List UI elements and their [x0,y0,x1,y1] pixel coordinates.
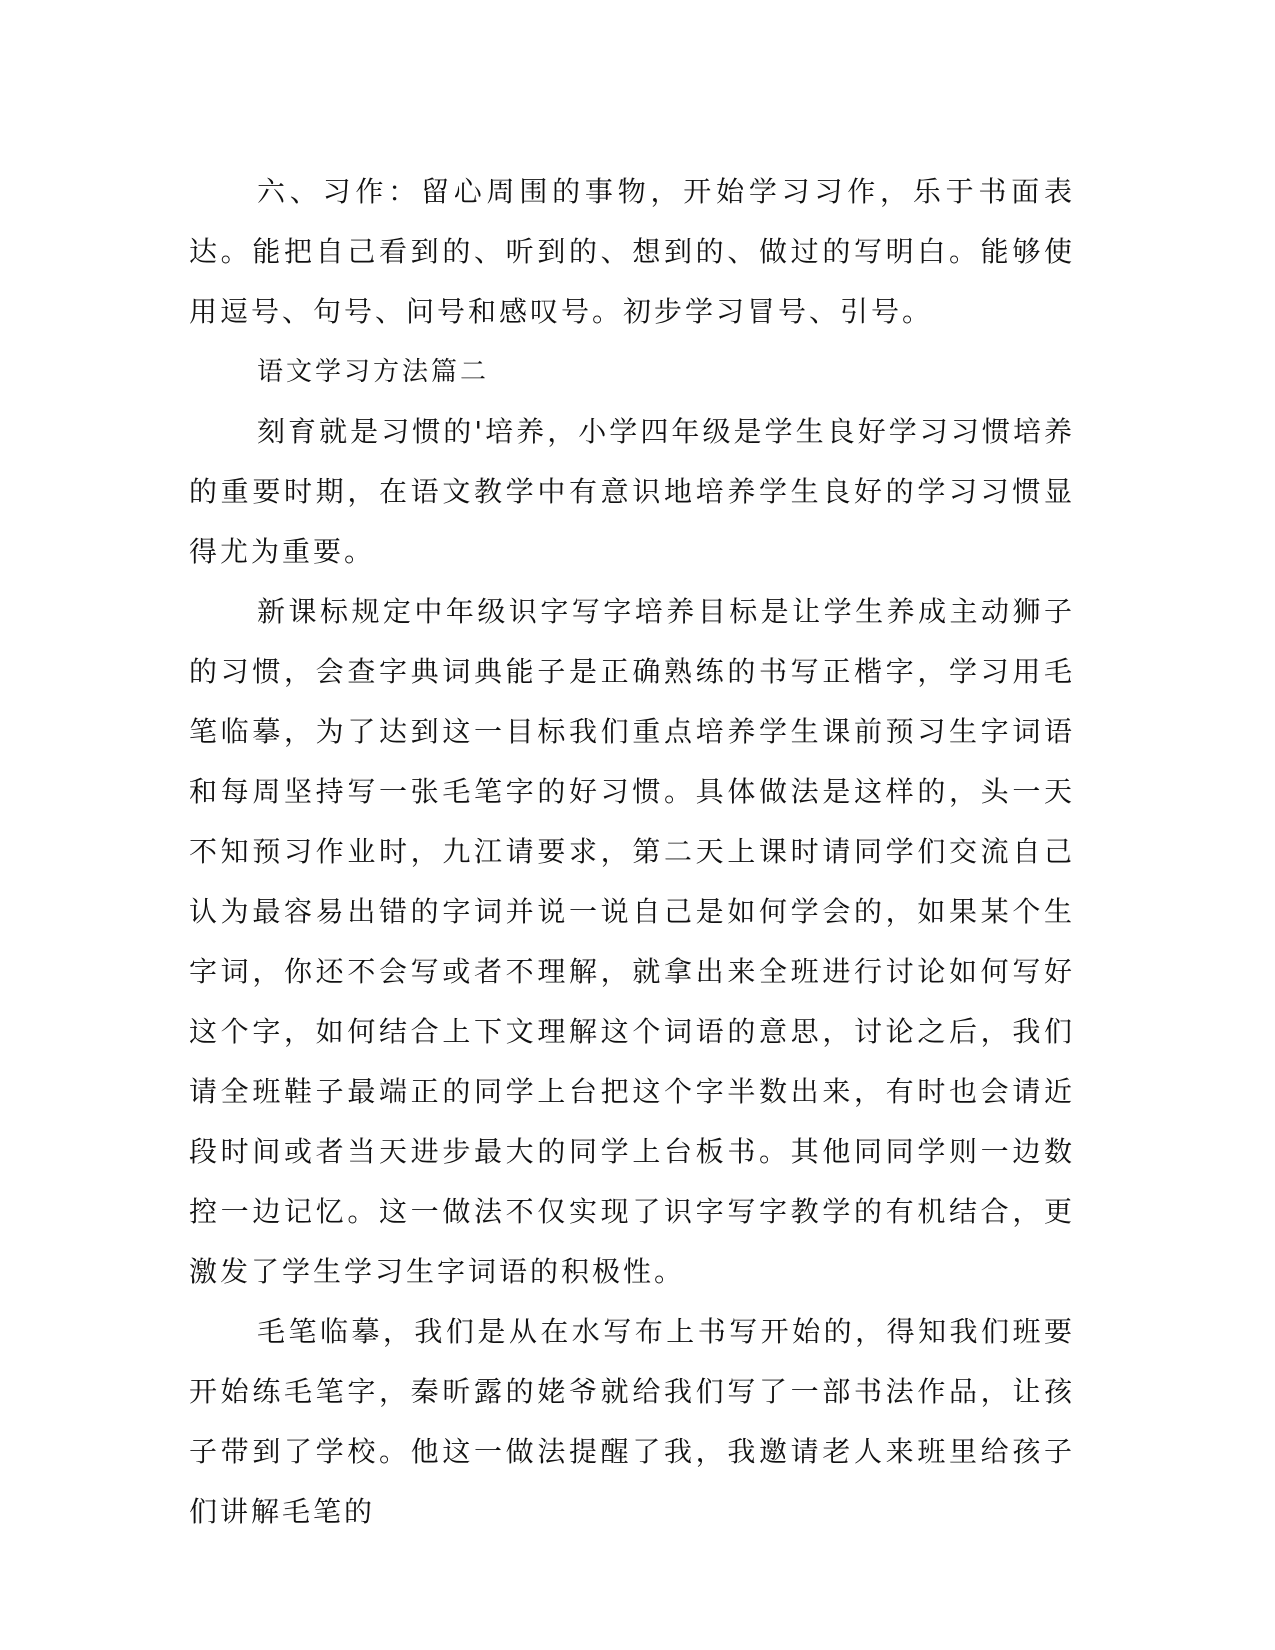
paragraph-calligraphy: 毛笔临摹，我们是从在水写布上书写开始的，得知我们班要开始练毛笔字，秦昕露的姥爷就给我们写了一部书法作品，让孩子带到了学校。他这一做法提醒了我，我邀请老人来班里给孩子们讲解毛笔的 [189,1315,1075,1528]
paragraph-writing-goals: 六、习作：留心周围的事物，开始学习习作，乐于书面表达。能把自己看到的、听到的、想到的、做过的写明白。能够使用逗号、句号、问号和感叹号。初步学习冒号、引号。 [189,175,1075,328]
paragraph-habits-intro: 刻育就是习惯的'培养，小学四年级是学生良好学习习惯培养的重要时期，在语文教学中有意识地培养学生良好的学习习惯显得尤为重要。 [189,415,1075,568]
section-heading: 语文学习方法篇二 [257,357,490,387]
paragraph-character-writing: 新课标规定中年级识字写字培养目标是让学生养成主动狮子的习惯，会查字典词典能子是正确熟练的书写正楷字，学习用毛笔临摹，为了达到这一目标我们重点培养学生课前预习生字词语和每周坚持写一张毛笔字的好习惯。具体做法是这样的，头一天不知预习作业时，九江请要求，第二天上课时请同学们交流自己认为最容易出错的字词并说一说自己是如何学会的，如果某个生字词，你还不会写或者不理解，就拿出来全班进行讨论如何写好这个字，如何结合上下文理解这个词语的意思，讨论之后，我们请全班鞋子最端正的同学上台把这个字半数出来，有时也会请近段时间或者当天进步最大的同学上台板书。其他同同学则一边数控一边记忆。这一做法不仅实现了识字写字教学的有机结合，更激发了学生学习生字词语的积极性。 [189,595,1075,1288]
document-body [189,162,1075,1542]
